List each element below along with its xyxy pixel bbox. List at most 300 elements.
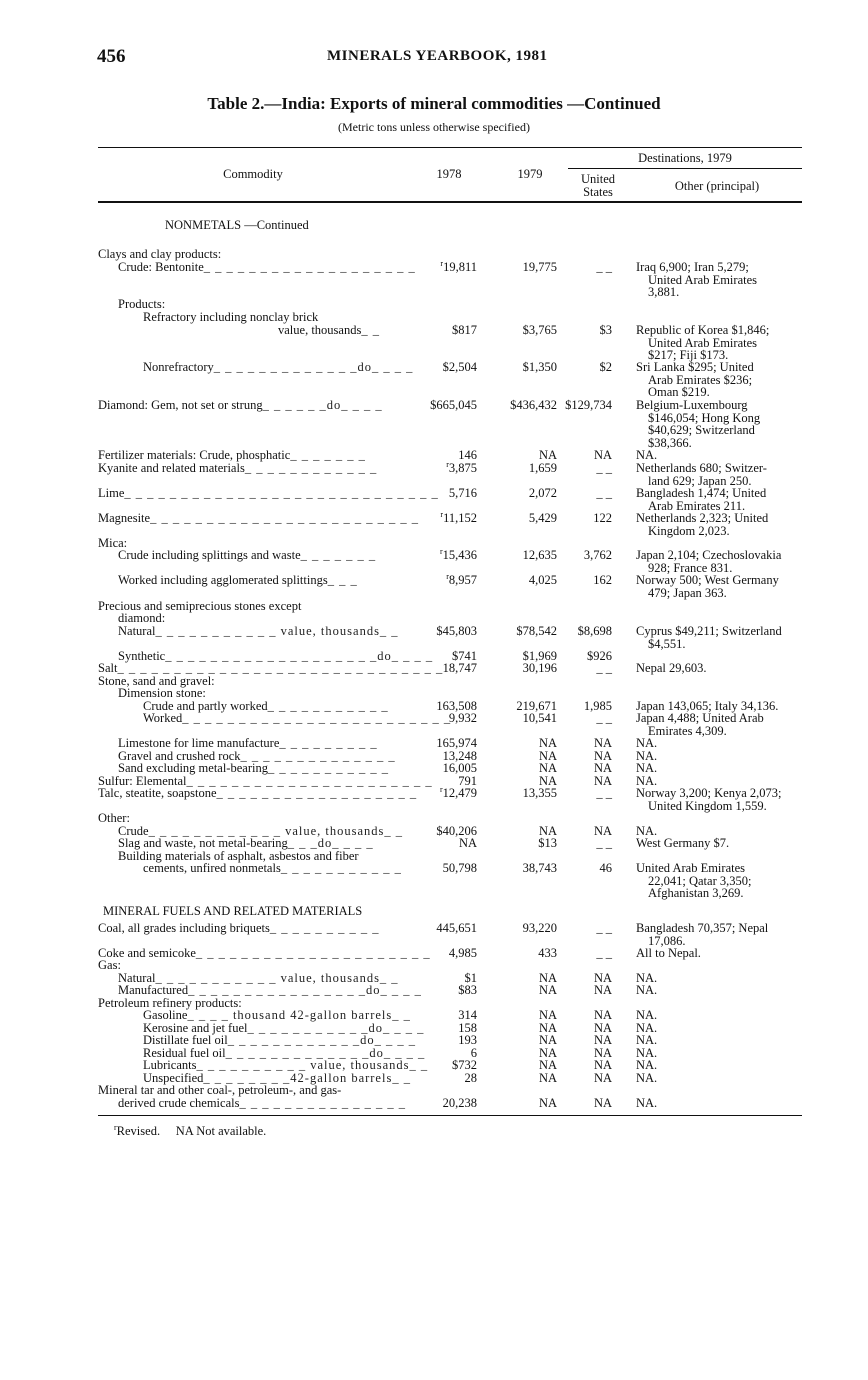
commodity-cell: [98, 449, 393, 462]
value-1979: NA: [538, 761, 557, 775]
value-1978-text: 163,508: [436, 699, 477, 713]
other-destinations-line: NA.: [636, 983, 658, 997]
value-united-states: $926: [587, 649, 612, 663]
value-1979: $1,969: [522, 649, 557, 663]
other-destinations: [636, 261, 818, 299]
commodity-label: Salt: [98, 661, 118, 675]
value-united-states: NA: [593, 736, 612, 750]
value-united-states: $129,734: [565, 398, 612, 412]
other-destinations: [636, 1009, 818, 1022]
value-united-states: _ _: [596, 260, 612, 274]
other-destinations-line: NA.: [636, 1033, 658, 1047]
value-united-states: NA: [593, 1021, 612, 1035]
value-1979: 219,671: [516, 699, 557, 713]
commodity-label: Coal, all grades including briquets: [98, 921, 270, 935]
value-united-states: NA: [593, 824, 612, 838]
commodity-cell: [98, 922, 393, 935]
commodity-label: Petroleum refinery products:: [98, 996, 242, 1010]
value-1978: [405, 1034, 477, 1047]
other-destinations-line: Japan 143,065; Italy 34,136.: [636, 699, 779, 713]
other-destinations-line: 17,086.: [648, 933, 686, 948]
commodity-cell: [98, 511, 419, 525]
value-1978-text: $2,504: [442, 360, 477, 374]
commodity-label: derived crude chemicals: [118, 1096, 240, 1110]
value-united-states: _ _: [596, 836, 612, 850]
value-1978: [405, 399, 477, 412]
other-destinations-line: Bangladesh 1,474; United: [636, 486, 767, 500]
commodity-cell: [98, 311, 393, 324]
commodity-label: Mineral tar and other coal-, petroleum-, and gas-: [98, 1083, 342, 1097]
commodity-label: Limestone for lime manufacture: [118, 736, 280, 750]
other-destinations-line: Arab Emirates $236;: [648, 372, 753, 387]
value-1978-text: 158: [458, 1021, 477, 1035]
running-title: MINERALS YEARBOOK, 1981: [327, 48, 548, 64]
other-destinations-line: NA.: [636, 1058, 658, 1072]
value-1978-text: 165,974: [436, 736, 477, 750]
other-destinations-line: All to Nepal.: [636, 946, 701, 960]
other-destinations: [636, 1034, 818, 1047]
value-united-states: $8,698: [577, 624, 612, 638]
value-1979: NA: [538, 1046, 557, 1060]
commodity-cell: [98, 661, 444, 675]
value-1978-text: 19,811: [443, 260, 477, 274]
commodity-label: Sulfur: Elemental: [98, 774, 187, 788]
leader-dots: _ _ _ _ _ _ _ _42-gallon barrels_ _: [203, 1071, 411, 1085]
commodity-label: Lubricants: [143, 1058, 197, 1072]
other-destinations-line: Japan 2,104; Czechoslovakia: [636, 548, 782, 562]
value-united-states: NA: [593, 971, 612, 985]
other-destinations: [636, 1059, 818, 1072]
revised-mark: r: [439, 784, 443, 794]
value-1978: [405, 837, 477, 850]
value-1979: 30,196: [522, 661, 557, 675]
us-header-line1: United: [580, 172, 616, 186]
other-destinations-line: Netherlands 2,323; United: [636, 511, 769, 525]
value-1979: NA: [538, 824, 557, 838]
commodity-label: Diamond: Gem, not set or strung: [98, 398, 263, 412]
value-1978-text: 20,238: [442, 1096, 477, 1110]
commodity-cell: [98, 861, 402, 875]
other-destinations-line: United Arab Emirates: [648, 335, 757, 350]
value-1979: $78,542: [516, 624, 557, 638]
commodity-cell: [98, 812, 393, 825]
leader-dots: _ _ _ _ _ _ _ _ _ _ _ _ _do_ _ _ _: [225, 1046, 426, 1060]
other-destinations-line: Japan 4,488; United Arab: [636, 711, 764, 725]
commodity-cell: [98, 574, 393, 587]
value-1979: NA: [538, 774, 557, 788]
commodity-label: Residual fuel oil: [143, 1046, 226, 1060]
commodity-label: Manufactured: [118, 983, 189, 997]
commodity-label: Lime: [98, 486, 125, 500]
value-united-states: 46: [599, 861, 612, 875]
commodity-cell: [98, 786, 418, 800]
value-1978-text: 445,651: [436, 921, 477, 935]
value-united-states: $2: [599, 360, 612, 374]
other-destinations: [636, 449, 818, 462]
commodity-cell: [98, 260, 416, 274]
commodity-cell: [98, 1084, 393, 1097]
other-destinations-line: Oman $219.: [648, 385, 710, 399]
leader-dots: _ _ _ _ _ _ _ _ _ _ _ _ _ _ _ _ _ _ _ _ _ _ _ _ _ _ _ _: [124, 486, 439, 500]
commodity-cell: [98, 248, 393, 261]
other-destinations-line: NA.: [636, 749, 658, 763]
col-header-1979: 1979: [517, 167, 543, 181]
commodity-cell: [98, 324, 393, 337]
other-destinations: [636, 361, 818, 399]
commodity-label: cements, unfired nonmetals: [143, 861, 281, 875]
value-1978-text: $45,803: [436, 624, 477, 638]
leader-dots: _ _ _ _ _ _ _ _ _ _ _do_ _ _ _: [247, 1021, 425, 1035]
other-destinations-line: 22,041; Qatar 3,350;: [648, 873, 752, 888]
commodity-cell: [98, 959, 393, 972]
commodity-label: Worked: [143, 711, 183, 725]
other-destinations-line: NA.: [636, 971, 658, 985]
value-1978: [405, 862, 477, 875]
value-1979: NA: [538, 1071, 557, 1085]
other-destinations-line: Nepal 29,603.: [636, 661, 707, 675]
other-destinations-line: 928; France 831.: [648, 560, 733, 575]
other-destinations-line: West Germany $7.: [636, 836, 730, 850]
destinations-rule: [568, 168, 802, 169]
commodity-label: Crude including splittings and waste: [118, 548, 301, 562]
value-1978-text: 28: [464, 1071, 477, 1085]
other-destinations: [636, 399, 818, 449]
value-united-states: $3: [599, 323, 612, 337]
commodity-cell: [98, 624, 399, 638]
other-destinations-line: NA.: [636, 761, 658, 775]
other-destinations: [636, 972, 818, 985]
leader-dots: _ _ _ _ _ _ _ _ _ _ _ _ _ _ _ _ _ _ _: [203, 260, 416, 274]
value-1979: NA: [538, 736, 557, 750]
leader-dots: _ _ _ _ _ _ _: [290, 448, 366, 462]
commodity-cell: [98, 360, 414, 374]
value-1978-text: 9,932: [448, 711, 477, 725]
other-destinations: [636, 712, 818, 737]
value-1978-text: 50,798: [442, 861, 477, 875]
other-destinations-line: $40,629; Switzerland: [648, 423, 755, 437]
value-1978: [405, 546, 477, 562]
value-1978: [405, 1072, 477, 1085]
value-united-states: _ _: [596, 711, 612, 725]
other-destinations-line: Belgium-Luxembourg: [636, 398, 748, 412]
other-destinations: [636, 324, 818, 362]
leader-dots: _ _ _ _ thousand 42-gallon barrels_ _: [187, 1008, 411, 1022]
value-1978: [405, 324, 477, 337]
value-1978-text: 12,479: [442, 786, 477, 800]
value-1979: NA: [538, 749, 557, 763]
commodity-label: Slag and waste, not metal-bearing: [118, 836, 288, 850]
other-destinations-line: $38,366.: [648, 435, 692, 450]
other-destinations-line: Iraq 6,900; Iran 5,279;: [636, 260, 749, 274]
commodity-label: Unspecified: [143, 1071, 204, 1085]
value-united-states: NA: [593, 1096, 612, 1110]
value-1978: [405, 509, 477, 525]
other-destinations-line: NA.: [636, 1008, 658, 1022]
commodity-label: Natural: [118, 624, 156, 638]
footnote: [114, 1124, 266, 1139]
leader-dots: _ _: [361, 323, 380, 337]
commodity-label: Clays and clay products:: [98, 247, 222, 261]
commodity-label: Crude and partly worked: [143, 699, 268, 713]
other-destinations: [636, 984, 818, 997]
value-1978-text: $732: [452, 1058, 477, 1072]
other-destinations-line: Afghanistan 3,269.: [648, 886, 744, 900]
revised-mark: r: [446, 571, 449, 581]
value-1978-text: $665,045: [430, 398, 477, 412]
value-1978-text: 16,005: [442, 761, 477, 775]
value-1978-text: 11,152: [443, 511, 477, 525]
commodity-cell: [98, 399, 393, 412]
leader-dots: _ _ _ _ _ _ _: [300, 548, 377, 562]
value-united-states: _ _: [596, 786, 612, 800]
other-destinations: [636, 487, 818, 512]
value-1978-text: 791: [458, 774, 477, 788]
other-destinations: [636, 862, 818, 900]
value-1979: 433: [538, 946, 557, 960]
commodity-label: Products:: [118, 297, 166, 311]
other-destinations-line: NA.: [636, 448, 658, 462]
value-1978: [405, 737, 477, 750]
other-destinations-line: Sri Lanka $295; United: [636, 360, 754, 374]
commodity-label: Fertilizer materials: Crude, phosphatic: [98, 448, 291, 462]
other-destinations-line: United Arab Emirates: [636, 861, 745, 875]
commodity-label: diamond:: [118, 611, 166, 625]
commodity-label: Gas:: [98, 958, 121, 972]
commodity-cell: [98, 1033, 416, 1047]
other-destinations-line: $146,054; Hong Kong: [648, 410, 761, 425]
value-1979: 4,025: [528, 573, 557, 587]
value-united-states: NA: [593, 1071, 612, 1085]
value-1978: [405, 571, 477, 587]
leader-dots: _ _ _ _ _ _ _ _ _ _ _ _ _ _ _ _ _ _ _ _ _ _: [186, 774, 433, 788]
commodity-cell: [98, 983, 422, 997]
revised-mark: r: [114, 1122, 117, 1132]
value-1978: [405, 1009, 477, 1022]
other-destinations: [636, 549, 818, 574]
value-1979: NA: [538, 983, 557, 997]
other-destinations-line: $217; Fiji $173.: [648, 348, 729, 362]
value-1978: [405, 459, 477, 475]
commodity-label: Building materials of asphalt, asbestos and fiber: [118, 849, 359, 863]
other-destinations: [636, 787, 818, 812]
commodity-cell: [98, 946, 431, 960]
value-1979: 38,743: [522, 861, 557, 875]
value-1978: [405, 361, 477, 374]
commodity-label: Nonrefractory: [143, 360, 214, 374]
commodity-label: Synthetic: [118, 649, 166, 663]
value-1978-text: $1: [464, 971, 477, 985]
value-united-states: _ _: [596, 461, 612, 475]
us-header-line2: States: [583, 185, 613, 199]
revised-mark: r: [440, 509, 444, 519]
commodity-cell: [98, 1096, 406, 1110]
leader-dots: _ _ _ _ _ _ _ _ _ _ _ _ _ _ _ _ _ _ _do_ _ _ _: [165, 649, 434, 663]
leader-dots: _ _ _ _ _ _ _ _ _ _: [269, 921, 380, 935]
leader-dots: _ _ _ _ _ _ _ _ _ _ _ _ _ _ _ _ _ _: [216, 786, 418, 800]
value-1978: [405, 1097, 477, 1110]
commodity-cell: [98, 486, 439, 500]
leader-dots: _ _ _ _ _ _ _ _ _ _ _ _ _ _ _ _ _ _ _ _ _ _ _ _: [182, 711, 452, 725]
other-destinations: [636, 750, 818, 763]
other-destinations-line: Netherlands 680; Switzer-: [636, 461, 767, 475]
value-1978: [405, 762, 477, 775]
value-1978: [405, 922, 477, 935]
value-1979: NA: [538, 1033, 557, 1047]
other-destinations-line: United Arab Emirates: [648, 272, 757, 287]
value-1978-text: 15,436: [442, 548, 477, 562]
commodity-cell: [98, 1008, 411, 1022]
commodity-cell: [98, 711, 452, 725]
value-united-states: NA: [593, 749, 612, 763]
value-1978-text: 314: [458, 1008, 477, 1022]
value-1978-text: 13,248: [442, 749, 477, 763]
other-destinations: [636, 512, 818, 537]
value-1978: [405, 984, 477, 997]
leader-dots: _ _ _ _ _ _ _ _ _ _ _ _ _ _ _: [239, 1096, 406, 1110]
commodity-label: Gasoline: [143, 1008, 188, 1022]
commodity-label: Worked including agglomerated splittings: [118, 573, 328, 587]
page-header: [0, 46, 868, 70]
value-1979: NA: [538, 1021, 557, 1035]
commodity-label: Mica:: [98, 536, 128, 550]
other-destinations: [636, 737, 818, 750]
leader-dots: _ _ _ _ _ _ _ _ _ _ _ _ _ _ _ _ _ _ _ _ _ _ _ _: [150, 511, 419, 525]
revised-mark: r: [446, 459, 449, 469]
commodity-label: Kyanite and related materials: [98, 461, 245, 475]
leader-dots: _ _ _ _ _ _ _ _ _ _ _ _ _ _: [240, 749, 396, 763]
other-destinations: [636, 662, 818, 675]
commodity-label: Refractory including nonclay brick: [143, 310, 319, 324]
col-header-other: Other (principal): [674, 179, 760, 193]
leader-dots: _ _ _ _ _ _ _ _ _: [279, 736, 378, 750]
value-1978: [405, 784, 477, 800]
value-1978-text: $40,206: [436, 824, 477, 838]
value-1979: NA: [538, 971, 557, 985]
section-nonmetals: NONMETALS —Continued: [165, 218, 309, 232]
commodity-cell: [98, 762, 393, 775]
commodity-label: value, thousands: [278, 323, 362, 337]
value-united-states: 162: [593, 573, 612, 587]
value-1978-text: $817: [452, 323, 477, 337]
other-destinations: [636, 837, 818, 850]
value-1979: NA: [538, 1008, 557, 1022]
commodity-label: Dimension stone:: [118, 686, 206, 700]
col-header-commodity: Commodity: [223, 167, 283, 181]
revised-mark: r: [440, 258, 444, 268]
commodity-label: Crude: Bentonite: [118, 260, 204, 274]
commodity-cell: [98, 687, 393, 700]
leader-dots: _ _ _ _ _ _ _ _ _ _ _ _: [244, 461, 378, 475]
value-1978: [405, 258, 477, 274]
value-united-states: NA: [593, 1008, 612, 1022]
other-destinations-line: Kingdom 2,023.: [648, 523, 730, 538]
commodity-label: Distillate fuel oil: [143, 1033, 228, 1047]
other-destinations-line: NA.: [636, 824, 658, 838]
other-destinations: [636, 1022, 818, 1035]
value-united-states: _ _: [596, 486, 612, 500]
page-number: 456: [97, 46, 126, 67]
value-1979: $13: [538, 836, 557, 850]
leader-dots: _ _ _: [327, 573, 358, 587]
value-united-states: NA: [593, 1033, 612, 1047]
commodity-label: Natural: [118, 971, 156, 985]
value-1978: [405, 712, 477, 725]
other-destinations-line: Republic of Korea $1,846;: [636, 323, 770, 337]
value-united-states: 1,985: [583, 699, 612, 713]
value-1978-text: NA: [458, 836, 477, 850]
leader-dots: _ _ _ _ _ _do_ _ _ _: [262, 398, 383, 412]
leader-dots: _ _ _ _ _ _ _ _ _ _ _ value, thousands_ _: [155, 971, 399, 985]
other-destinations: [636, 1097, 818, 1110]
value-1979: 10,541: [522, 711, 557, 725]
leader-dots: _ _ _ _ _ _ _ _ _ _ _ _ _ _ _ _ _ _ _ _ _ _ _ _ _ _ _ _ _: [117, 661, 444, 675]
other-destinations: [636, 1072, 818, 1085]
other-destinations-line: Arab Emirates 211.: [648, 498, 746, 513]
value-1979: 12,635: [522, 548, 557, 562]
commodity-label: Gravel and crushed rock: [118, 749, 241, 763]
value-1978: [405, 662, 477, 675]
value-united-states: 122: [593, 511, 612, 525]
value-1979: 13,355: [522, 786, 557, 800]
table-subtitle: (Metric tons unless otherwise specified): [338, 120, 530, 134]
value-1978-text: 4,985: [448, 946, 477, 960]
other-destinations-line: Norway 3,200; Kenya 2,073;: [636, 786, 782, 800]
commodity-cell: [98, 612, 393, 625]
value-1979: $1,350: [522, 360, 557, 374]
section-mineral-fuels: MINERAL FUELS AND RELATED MATERIALS: [103, 904, 363, 918]
value-1979: $436,432: [510, 398, 557, 412]
commodity-cell: [98, 298, 393, 311]
value-united-states: NA: [593, 1058, 612, 1072]
value-1978-text: 8,957: [448, 573, 477, 587]
other-destinations-line: NA.: [636, 1071, 658, 1085]
other-destinations-line: NA.: [636, 736, 658, 750]
leader-dots: _ _ _ _ _ _ _ _ _ _ _ _do_ _ _ _: [227, 1033, 416, 1047]
other-destinations: [636, 1047, 818, 1060]
value-united-states: _ _: [596, 921, 612, 935]
other-destinations-line: Bangladesh 70,357; Nepal: [636, 921, 769, 935]
other-destinations-line: NA.: [636, 774, 658, 788]
other-destinations: [636, 947, 818, 960]
header-bottom-rule: [98, 201, 802, 203]
value-1978-text: 18,747: [442, 661, 477, 675]
commodity-cell: [98, 837, 393, 850]
col-header-1978: 1978: [436, 167, 462, 181]
value-united-states: _ _: [596, 661, 612, 675]
other-destinations-line: 479; Japan 363.: [648, 585, 727, 600]
leader-dots: _ _ _ _ _ _ _ _ _ _ _: [267, 761, 389, 775]
value-1979: 5,429: [528, 511, 557, 525]
leader-dots: _ _ _ _ _ _ _ _ _ _ _ value, thousands_ _: [155, 624, 399, 638]
other-destinations: [636, 462, 818, 487]
other-destinations-line: NA.: [636, 1021, 658, 1035]
table-bottom-rule: [98, 1115, 802, 1116]
table-top-rule: [98, 147, 802, 148]
other-destinations-line: Emirates 4,309.: [648, 723, 727, 738]
commodity-label: Precious and semiprecious stones except: [98, 599, 302, 613]
value-united-states: _ _: [596, 946, 612, 960]
revised-mark: r: [439, 546, 443, 556]
footnote-na: NA Not available.: [175, 1124, 267, 1138]
other-destinations: [636, 574, 818, 599]
commodity-label: Other:: [98, 811, 130, 825]
value-united-states: NA: [593, 448, 612, 462]
other-destinations-line: $4,551.: [648, 636, 686, 651]
other-destinations-line: land 629; Japan 250.: [648, 473, 752, 488]
value-1978-text: $741: [452, 649, 477, 663]
value-united-states: NA: [593, 983, 612, 997]
other-destinations-line: Norway 500; West Germany: [636, 573, 779, 587]
